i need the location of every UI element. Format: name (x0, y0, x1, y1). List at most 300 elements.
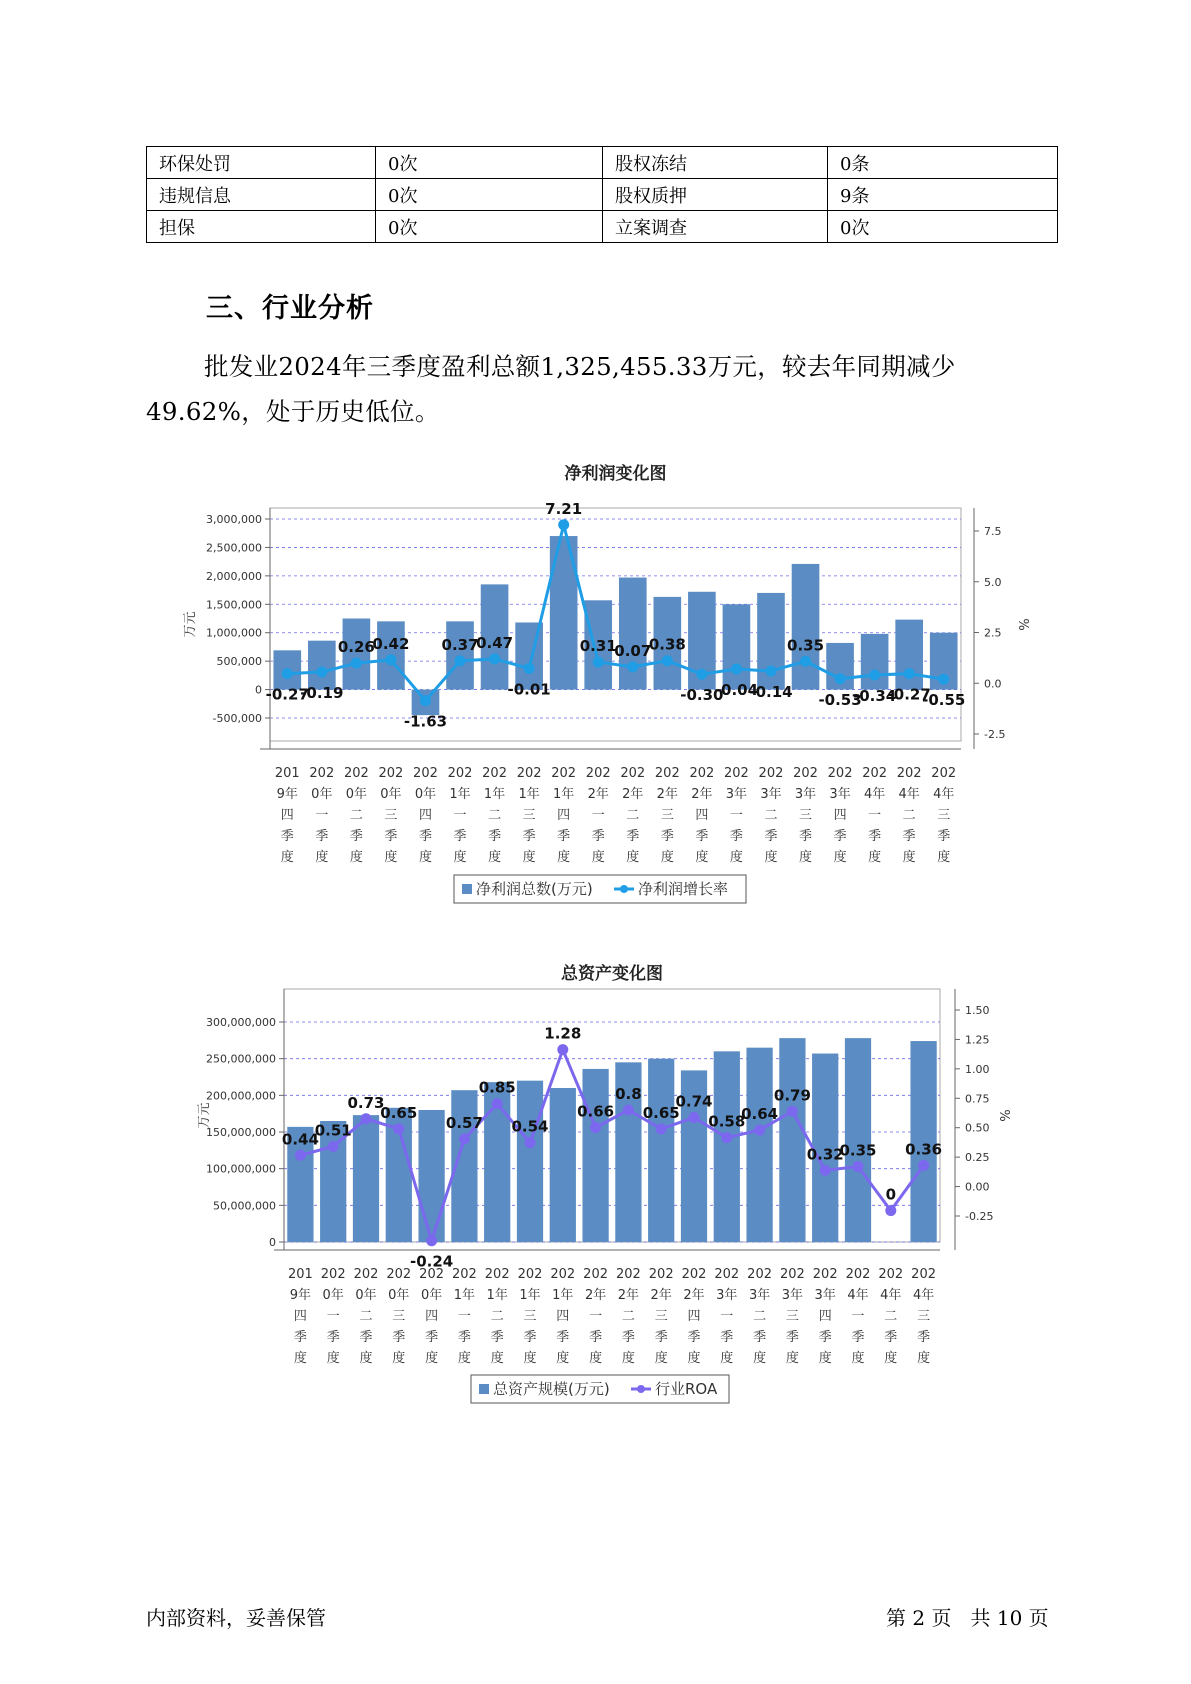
data-label: 0.37 (441, 635, 479, 654)
x-tick-label: 三 (937, 808, 951, 823)
x-tick-label: 1年 (449, 787, 471, 802)
bar (845, 1038, 871, 1242)
bar (619, 578, 647, 690)
x-tick-label: 度 (392, 1351, 406, 1366)
data-label: -0.04 (714, 681, 759, 700)
series-point (489, 653, 500, 664)
table-cell: 9条 (828, 179, 1058, 211)
data-label: 0.65 (642, 1103, 680, 1122)
y2-tick-label: 5.0 (984, 575, 1002, 589)
x-tick-label: 度 (488, 850, 502, 865)
x-tick-label: 二 (490, 1309, 504, 1324)
x-tick-label: 202 (516, 766, 542, 781)
x-tick-label: 202 (309, 766, 335, 781)
y-axis-title: 万元 (183, 611, 198, 638)
x-tick-label: 度 (764, 850, 778, 865)
x-tick-label: 0年 (345, 787, 368, 802)
series-point (524, 663, 535, 674)
x-tick-label: 三 (785, 1309, 799, 1324)
y-tick-label: 2,000,000 (206, 569, 262, 583)
x-tick-label: 度 (654, 1351, 668, 1366)
x-tick-label: 一 (453, 808, 467, 823)
x-tick-label: 度 (293, 1351, 307, 1366)
x-tick-label: 202 (551, 766, 577, 781)
data-label: -0.19 (300, 684, 344, 703)
x-tick-label: 度 (556, 1351, 570, 1366)
bar (582, 1069, 608, 1242)
x-tick-label: 季 (453, 829, 467, 844)
x-tick-label: 季 (349, 829, 363, 844)
table-cell: 立案调查 (603, 211, 828, 243)
series-point (593, 657, 604, 668)
x-tick-label: 四 (418, 808, 432, 823)
x-tick-label: 度 (621, 1351, 635, 1366)
series-point (765, 666, 776, 677)
series-point (623, 1105, 634, 1116)
x-tick-label: 一 (315, 808, 329, 823)
footer-page-number: 第 2 页 共 10 页 (886, 1606, 1049, 1630)
data-label: 0.36 (905, 1140, 943, 1159)
x-tick-label: 度 (326, 1351, 340, 1366)
y-tick-label: 150,000,000 (206, 1126, 276, 1139)
y-tick-label: 100,000,000 (206, 1162, 276, 1176)
data-label: -0.14 (749, 683, 793, 702)
data-label: 0.54 (511, 1117, 549, 1136)
x-tick-label: 3年 (814, 1288, 836, 1303)
series-point (800, 656, 811, 667)
x-tick-label: 四 (425, 1309, 439, 1324)
table-cell: 0次 (828, 211, 1058, 243)
x-tick-label: 二 (488, 808, 502, 823)
x-tick-label: 度 (937, 850, 951, 865)
x-tick-label: 度 (785, 1351, 799, 1366)
x-tick-label: 度 (626, 850, 640, 865)
x-tick-label: 201 (274, 766, 300, 781)
x-tick-label: 0年 (380, 787, 402, 802)
x-tick-label: 一 (591, 808, 605, 823)
footer-confidential: 内部资料，妥善保管 (146, 1606, 326, 1630)
table-cell: 担保 (147, 211, 376, 243)
x-tick-label: 二 (902, 808, 916, 823)
table-cell: 股权质押 (603, 179, 828, 211)
data-label: -0.30 (680, 686, 724, 705)
x-tick-label: 202 (812, 1267, 838, 1282)
x-tick-label: 度 (868, 850, 882, 865)
x-tick-label: 2年 (691, 787, 713, 802)
x-tick-label: 四 (293, 1309, 307, 1324)
total-assets-chart (0, 955, 1191, 1410)
x-tick-label: 1年 (518, 787, 540, 802)
x-tick-label: 202 (343, 766, 369, 781)
data-label: -0.27 (887, 685, 931, 704)
x-tick-label: 1年 (486, 1288, 508, 1303)
x-tick-label: 201 (287, 1267, 313, 1282)
x-tick-label: 4年 (863, 787, 886, 802)
data-label: 0 (885, 1185, 897, 1204)
legend-label: 总资产规模(万元) (493, 1380, 610, 1398)
bar (792, 564, 820, 690)
series-point (885, 1205, 896, 1216)
x-tick-label: 2年 (622, 787, 644, 802)
series-point (459, 1133, 470, 1144)
series-point (557, 1044, 568, 1055)
legend-bar-swatch (462, 884, 472, 894)
x-tick-label: 4年 (880, 1288, 902, 1303)
x-tick-label: 季 (490, 1330, 504, 1345)
y2-tick-label: 1.00 (965, 1062, 990, 1076)
x-tick-label: 季 (799, 829, 813, 844)
x-tick-label: 三 (660, 808, 674, 823)
x-tick-label: 季 (687, 1330, 701, 1345)
x-tick-label: 度 (359, 1351, 373, 1366)
x-tick-label: 季 (833, 829, 847, 844)
data-label: 0.65 (380, 1103, 418, 1122)
x-tick-label: 一 (589, 1309, 603, 1324)
y2-tick-label: 0.50 (965, 1121, 990, 1135)
x-tick-label: 2年 (587, 787, 609, 802)
bar (353, 1115, 379, 1242)
x-tick-label: 二 (764, 808, 778, 823)
x-tick-label: 二 (359, 1309, 373, 1324)
series-point (393, 1123, 404, 1134)
y2-axis-title: % (1015, 618, 1030, 631)
series-point (662, 655, 673, 666)
x-tick-label: 三 (392, 1309, 406, 1324)
data-label: 0.51 (314, 1121, 352, 1140)
x-tick-label: 季 (902, 829, 916, 844)
x-tick-label: 度 (589, 1351, 603, 1366)
data-label: 7.21 (545, 499, 583, 518)
x-tick-label: 202 (862, 766, 888, 781)
y-axis-title: 万元 (197, 1102, 212, 1129)
x-tick-label: 季 (315, 829, 329, 844)
data-label: 0.79 (773, 1086, 811, 1105)
x-tick-label: 度 (902, 850, 916, 865)
x-tick-label: 0年 (388, 1288, 410, 1303)
series-point (656, 1123, 667, 1134)
x-tick-label: 一 (326, 1309, 340, 1324)
x-tick-label: 度 (557, 850, 571, 865)
table-cell: 0次 (376, 179, 603, 211)
x-tick-label: 2年 (617, 1288, 640, 1303)
x-tick-label: 202 (615, 1267, 641, 1282)
bar (861, 634, 889, 690)
data-label: 0.32 (806, 1145, 844, 1164)
x-tick-label: 三 (522, 808, 536, 823)
data-label: 0.42 (372, 634, 410, 653)
table-cell: 0次 (376, 147, 603, 179)
x-tick-label: 一 (457, 1309, 471, 1324)
series-point (361, 1113, 372, 1124)
x-tick-label: 一 (729, 808, 743, 823)
data-label: 0.57 (445, 1113, 483, 1132)
x-tick-label: 一 (720, 1309, 734, 1324)
x-tick-label: 季 (418, 829, 432, 844)
data-label: 0.73 (347, 1093, 385, 1112)
series-point (420, 695, 431, 706)
x-tick-label: 202 (931, 766, 957, 781)
data-label: 0.35 (787, 636, 825, 655)
y2-tick-label: -2.5 (984, 728, 1006, 741)
x-tick-label: 202 (758, 766, 784, 781)
x-tick-label: 四 (833, 808, 847, 823)
y2-tick-label: 7.5 (984, 525, 1002, 538)
x-tick-label: 202 (447, 766, 473, 781)
x-tick-label: 度 (315, 850, 329, 865)
legend-line-marker (637, 1385, 645, 1393)
data-label: 0.26 (337, 638, 375, 657)
x-tick-label: 202 (517, 1267, 543, 1282)
x-tick-label: 202 (911, 1267, 937, 1282)
x-tick-label: 度 (490, 1351, 504, 1366)
legend-bar-swatch (479, 1384, 489, 1394)
data-label: 1.28 (544, 1024, 582, 1043)
x-tick-label: 3年 (829, 787, 851, 802)
table-row (147, 147, 1058, 179)
x-tick-label: 季 (729, 829, 743, 844)
series-point (558, 519, 569, 530)
x-tick-label: 季 (384, 829, 398, 844)
x-tick-label: 季 (591, 829, 605, 844)
x-tick-label: 度 (425, 1351, 439, 1366)
data-label: -0.53 (818, 690, 862, 709)
x-tick-label: 度 (851, 1351, 865, 1366)
x-tick-label: 1年 (519, 1288, 541, 1303)
x-tick-label: 季 (695, 829, 709, 844)
x-tick-label: 二 (753, 1309, 767, 1324)
series-point (904, 668, 915, 679)
x-tick-label: 202 (419, 1267, 445, 1282)
x-tick-label: 度 (453, 850, 467, 865)
x-tick-label: 季 (753, 1330, 767, 1345)
x-tick-label: 季 (868, 829, 882, 844)
bar (648, 1059, 674, 1242)
data-label: -0.27 (265, 685, 309, 704)
bar (723, 604, 751, 689)
table-cell: 违规信息 (147, 179, 376, 211)
x-tick-label: 四 (695, 808, 709, 823)
x-tick-label: 季 (280, 829, 294, 844)
x-tick-label: 1年 (453, 1288, 476, 1303)
data-label: -0.24 (409, 1252, 454, 1271)
x-tick-label: 度 (349, 850, 363, 865)
data-label: 0.58 (708, 1112, 746, 1131)
x-tick-label: 度 (818, 1351, 832, 1366)
series-point (328, 1141, 339, 1152)
x-tick-label: 4年 (847, 1288, 869, 1303)
x-tick-label: 3年 (725, 787, 748, 802)
x-tick-label: 季 (785, 1330, 799, 1345)
y2-tick-label: 0.0 (984, 677, 1002, 691)
table-cell: 0条 (828, 147, 1058, 179)
x-tick-label: 一 (868, 808, 882, 823)
x-tick-label: 202 (413, 766, 438, 781)
legend-label: 净利润总数(万元) (476, 880, 593, 898)
y2-axis-title: % (996, 1109, 1011, 1122)
x-tick-label: 度 (687, 1351, 701, 1366)
data-label: -0.34 (853, 687, 897, 706)
x-tick-label: 2年 (656, 787, 678, 802)
x-tick-label: 三 (654, 1309, 668, 1324)
series-point (295, 1150, 306, 1161)
legend (471, 1375, 729, 1403)
x-tick-label: 度 (457, 1351, 471, 1366)
series-point (385, 654, 396, 665)
x-tick-label: 三 (917, 1309, 931, 1324)
y-tick-label: 200,000,000 (206, 1089, 276, 1103)
x-tick-label: 4年 (933, 787, 955, 802)
x-tick-label: 季 (764, 829, 778, 844)
series-point (731, 664, 742, 675)
x-tick-label: 度 (522, 850, 536, 865)
analysis-paragraph: 批发业2024年三季度盈利总额1,325,455.33万元，较去年同期减少49.62%，处于历史低位。 (146, 352, 956, 426)
table-row (147, 211, 1058, 243)
x-tick-label: 四 (687, 1309, 701, 1324)
data-label: 0.47 (476, 633, 514, 652)
table-row (147, 179, 1058, 211)
x-tick-label: 季 (917, 1330, 931, 1345)
series-point (316, 667, 327, 678)
x-tick-label: 季 (359, 1330, 373, 1345)
x-tick-label: 202 (648, 1267, 674, 1282)
x-tick-label: 季 (654, 1330, 668, 1345)
section-heading: 三、行业分析 (206, 293, 374, 324)
bar (779, 1038, 805, 1242)
y-tick-label: 50,000,000 (213, 1199, 276, 1213)
x-tick-label: 季 (556, 1330, 570, 1345)
data-label: -0.55 (922, 691, 966, 710)
x-tick-label: 三 (384, 808, 398, 823)
bar (746, 1048, 772, 1242)
x-tick-label: 0年 (420, 1288, 443, 1303)
x-tick-label: 度 (720, 1351, 734, 1366)
series-point (590, 1122, 601, 1133)
series-point (689, 1112, 700, 1123)
x-tick-label: 度 (884, 1351, 898, 1366)
series-point (721, 1132, 732, 1143)
data-label: 0.07 (614, 641, 652, 660)
x-tick-label: 度 (799, 850, 813, 865)
x-tick-label: 二 (349, 808, 363, 823)
data-label: -1.63 (403, 712, 448, 731)
x-tick-label: 202 (654, 766, 680, 781)
x-tick-label: 202 (779, 1267, 805, 1282)
x-tick-label: 季 (557, 829, 571, 844)
data-label: 0.35 (839, 1141, 877, 1160)
data-label: 0.31 (579, 637, 617, 656)
y2-tick-label: 1.25 (965, 1033, 990, 1047)
x-tick-label: 二 (621, 1309, 635, 1324)
series-point (853, 1161, 864, 1172)
y-tick-label: 1,000,000 (206, 626, 262, 640)
x-tick-label: 季 (392, 1330, 406, 1345)
y-tick-label: 250,000,000 (206, 1052, 276, 1066)
series-point (455, 655, 466, 666)
x-tick-label: 202 (482, 766, 507, 781)
x-tick-label: 0年 (414, 787, 437, 802)
x-tick-label: 季 (589, 1330, 603, 1345)
x-tick-label: 季 (523, 1330, 537, 1345)
x-tick-label: 202 (320, 1267, 346, 1282)
x-tick-label: 4年 (898, 787, 920, 802)
x-tick-label: 1年 (483, 787, 506, 802)
data-label: 0.38 (648, 635, 686, 654)
x-tick-label: 0年 (311, 787, 333, 802)
x-tick-label: 202 (386, 1267, 412, 1282)
series-point (426, 1235, 437, 1246)
x-tick-label: 季 (425, 1330, 439, 1345)
x-tick-label: 四 (557, 808, 571, 823)
x-tick-label: 3年 (760, 787, 782, 802)
y-tick-label: -500,000 (212, 712, 262, 725)
y-tick-label: 3,000,000 (206, 513, 262, 526)
data-label: -0.01 (507, 680, 551, 699)
x-tick-label: 202 (714, 1267, 740, 1282)
series-point (282, 668, 293, 679)
x-tick-label: 季 (937, 829, 951, 844)
y2-tick-label: 2.5 (984, 626, 1002, 640)
x-tick-label: 0年 (355, 1288, 377, 1303)
legend (454, 875, 746, 903)
y-tick-label: 0 (255, 683, 262, 697)
x-tick-label: 度 (917, 1351, 931, 1366)
bar (714, 1051, 740, 1242)
risk-info-table (146, 146, 1058, 243)
y-tick-label: 1,500,000 (206, 598, 262, 612)
chart-title: 净利润变化图 (564, 464, 667, 484)
x-tick-label: 202 (451, 1267, 477, 1282)
table-cell: 0次 (376, 211, 603, 243)
net-profit-chart (0, 455, 1191, 910)
x-tick-label: 季 (626, 829, 640, 844)
x-tick-label: 202 (724, 766, 749, 781)
x-tick-label: 季 (457, 1330, 471, 1345)
x-tick-label: 二 (884, 1309, 898, 1324)
x-tick-label: 1年 (552, 1288, 574, 1303)
data-label: 0.66 (577, 1102, 615, 1121)
x-tick-label: 度 (523, 1351, 537, 1366)
x-tick-label: 202 (793, 766, 818, 781)
x-tick-label: 季 (293, 1330, 307, 1345)
x-tick-label: 季 (818, 1330, 832, 1345)
y-tick-label: 2,500,000 (206, 541, 262, 555)
x-tick-label: 3年 (748, 1288, 771, 1303)
y2-tick-label: 1.50 (965, 1004, 990, 1017)
x-tick-label: 3年 (794, 787, 817, 802)
x-tick-label: 季 (326, 1330, 340, 1345)
y2-tick-label: 0.75 (965, 1092, 990, 1106)
series-point (351, 658, 362, 669)
data-label: 0.64 (741, 1105, 779, 1124)
x-tick-label: 四 (280, 808, 294, 823)
x-tick-label: 9年 (289, 1288, 312, 1303)
series-point (492, 1098, 503, 1109)
x-tick-label: 202 (585, 766, 611, 781)
bar (517, 1081, 543, 1242)
x-tick-label: 一 (851, 1309, 865, 1324)
series-point (820, 1165, 831, 1176)
x-tick-label: 季 (488, 829, 502, 844)
x-tick-label: 二 (626, 808, 640, 823)
y-tick-label: 500,000 (216, 655, 262, 669)
x-tick-label: 度 (753, 1351, 767, 1366)
x-tick-label: 202 (747, 1267, 773, 1282)
series-point (869, 670, 880, 681)
x-tick-label: 度 (695, 850, 709, 865)
data-label: 0.44 (281, 1130, 319, 1149)
x-tick-label: 202 (620, 766, 646, 781)
series-point (938, 674, 949, 685)
